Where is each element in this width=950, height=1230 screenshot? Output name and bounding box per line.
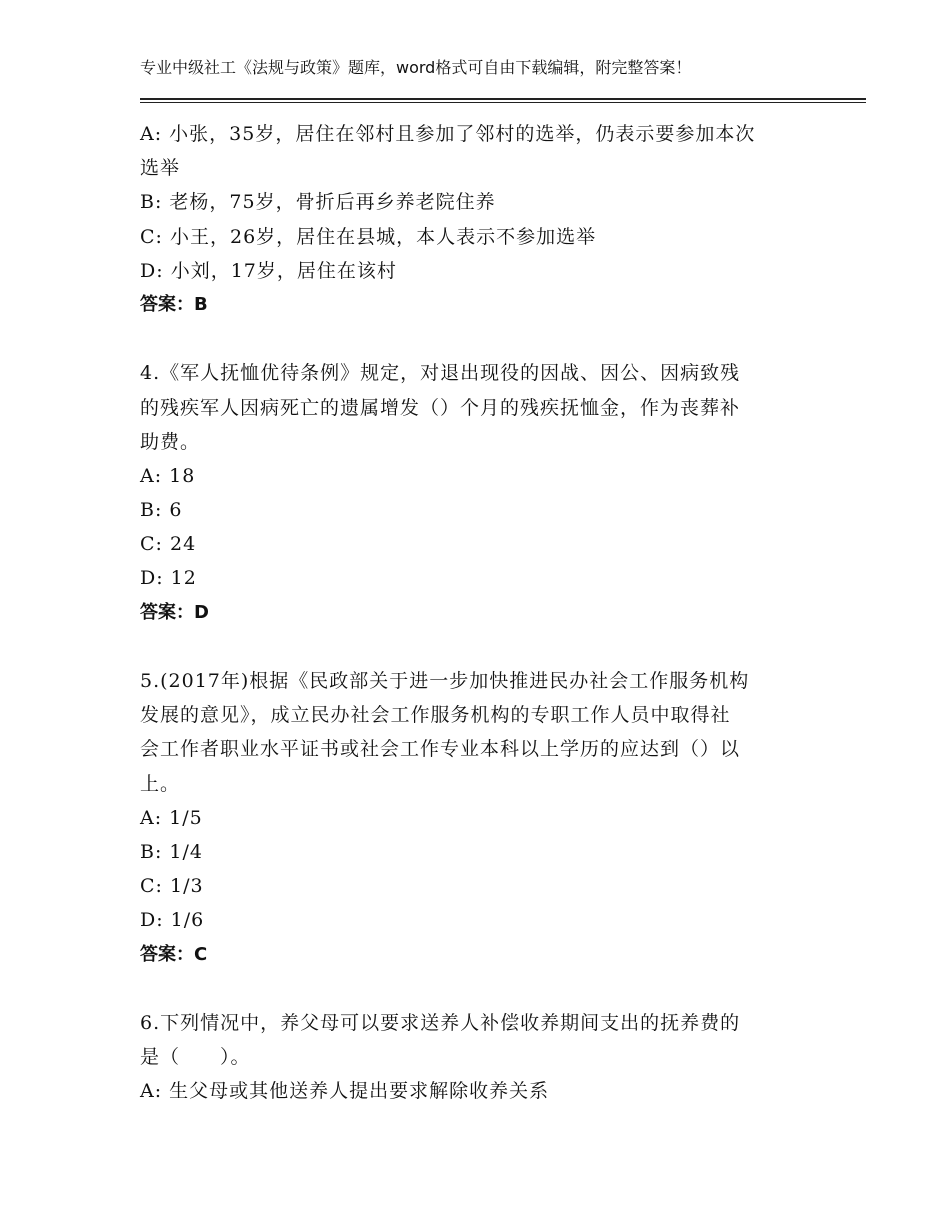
option-text: 小王，26岁，居住在县城，本人表示不参加选举 [170, 225, 597, 248]
option-b [140, 185, 820, 219]
option-d: D: 12 [140, 567, 197, 590]
option-text: 老杨，75岁，骨折后再乡养老院住养 [169, 191, 496, 214]
option-text: 小张，35岁，居住在邻村且参加了邻村的选举，仍表示要参加本次 [169, 123, 756, 145]
spacer [140, 322, 820, 356]
option-d: D: 1/6 [140, 909, 205, 932]
question-content [140, 117, 820, 1109]
option-c [140, 220, 820, 254]
answer-line: 答案：C [140, 943, 208, 965]
option-label: D: [140, 259, 164, 282]
question-stem-line: 5.(2017年)根据《民政部关于进一步加快推进民办社会工作服务机构 [140, 670, 750, 693]
option-label: A: [140, 123, 163, 145]
option-b: B: 6 [140, 499, 183, 522]
answer-line: 答案：B [140, 293, 208, 315]
question-4 [140, 356, 820, 630]
question-5 [140, 664, 820, 972]
option-c: C: 24 [140, 533, 197, 556]
question-stem-line: 发展的意见》，成立民办社会工作服务机构的专职工作人员中取得社 [140, 704, 731, 727]
option-a-line-2: 选举 [140, 157, 181, 180]
option-c: C: 1/3 [140, 875, 204, 898]
question-stem-line: 的残疾军人因病死亡的遗属增发（）个月的残疾抚恤金，作为丧葬补 [140, 396, 741, 419]
option-b: B: 1/4 [140, 841, 203, 864]
option-d [140, 254, 820, 288]
option-text: 小刘，17岁，居住在该村 [170, 259, 397, 282]
option-a-line-1 [140, 117, 820, 151]
option-label: C: [140, 225, 163, 248]
question-stem-line: 会工作者职业水平证书或社会工作专业本科以上学历的应达到（）以 [140, 738, 741, 761]
page-header: 专业中级社工《法规与政策》题库，word格式可自由下载编辑，附完整答案！ [140, 58, 692, 77]
question-stem-line: 上。 [140, 772, 181, 795]
question-stem-line: 4.《军人抚恤优待条例》规定，对退出现役的因战、因公、因病致残 [140, 362, 741, 385]
header-rule-thick [140, 98, 866, 100]
question-stem-line: 助费。 [140, 430, 201, 453]
option-a: A: 18 [140, 464, 196, 487]
question-6 [140, 1006, 820, 1109]
question-stem-line: 是（ ）。 [140, 1046, 251, 1069]
option-a: A: 生父母或其他送养人提出要求解除收养关系 [140, 1080, 550, 1103]
header-rule-thin [140, 102, 866, 103]
question-stem-line: 6.下列情况中，养父母可以要求送养人补偿收养期间支出的抚养费的 [140, 1011, 741, 1034]
spacer [140, 972, 820, 1006]
spacer [140, 630, 820, 664]
question-3-options [140, 117, 820, 322]
option-label: B: [140, 191, 163, 214]
answer-line: 答案：D [140, 601, 209, 623]
option-a: A: 1/5 [140, 806, 203, 829]
